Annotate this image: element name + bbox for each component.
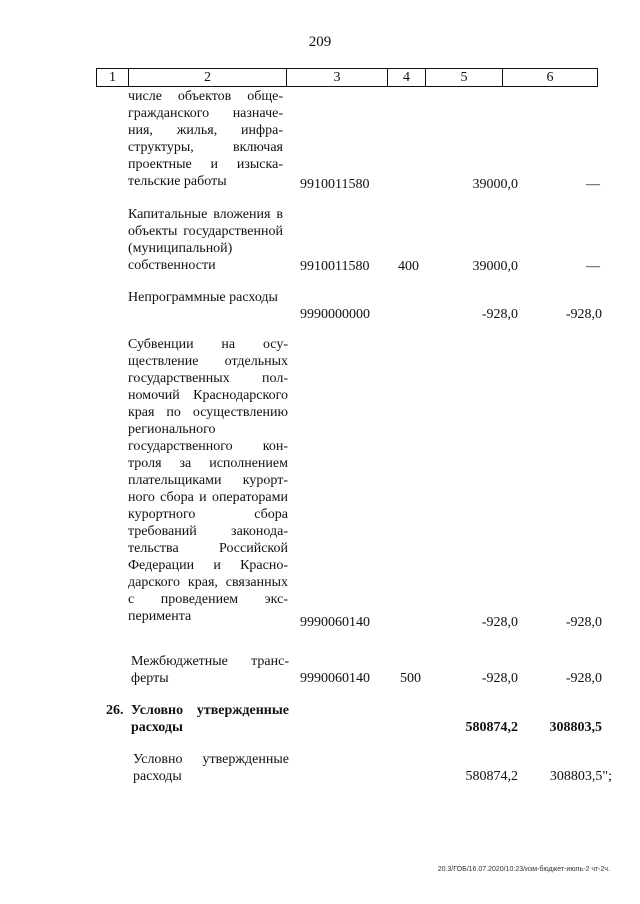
row-code: 9990000000 bbox=[300, 307, 370, 322]
row-value-col6: — bbox=[586, 259, 600, 274]
row-code: 9990060140 bbox=[300, 615, 370, 630]
header-col-6: 6 bbox=[546, 70, 554, 85]
header-col-4: 4 bbox=[388, 69, 426, 86]
row-value-col5: 39000,0 bbox=[472, 259, 518, 274]
row-value-col6: 308803,5 bbox=[549, 720, 602, 735]
row-value-col6: -928,0 bbox=[565, 307, 602, 322]
row-name: Капитальные вложения в объекты государственной (муниципальной) собственности bbox=[128, 207, 283, 273]
row-index: 26. bbox=[106, 703, 124, 718]
row-name: Условно утвержденные расходы bbox=[131, 703, 289, 735]
row-value-col6: — bbox=[586, 177, 600, 192]
header-col-3: 3 bbox=[287, 69, 388, 86]
row-value-col5: -928,0 bbox=[481, 307, 518, 322]
row-code: 9910011580 bbox=[300, 177, 370, 192]
row-code: 9910011580 bbox=[300, 259, 370, 274]
row-value-col5: -928,0 bbox=[481, 671, 518, 686]
header-col-1: 1 bbox=[97, 69, 129, 86]
row-value-col6: -928,0 bbox=[565, 671, 602, 686]
row-name: Субвенции на осуществление отдельных государственных полномочий Краснодарского края по осуществлению регионального государственного контроля за исполнением плательщиками курортного сбора и операторами курортного сбора требований законодательства Российской Федерации и Краснодарского края, связанных с проведением эксперимента bbox=[128, 337, 288, 624]
row-vr: 500 bbox=[400, 671, 421, 686]
footer-stamp: 20.3/ГОБ/16.07.2020/10:23/изм-бюджет-июль-2 чт-2ч. bbox=[437, 866, 610, 873]
row-name: Условно утвержденные расходы bbox=[133, 752, 289, 784]
page-number: 209 bbox=[308, 34, 332, 50]
table-header-row bbox=[96, 68, 598, 87]
row-value-col5: -928,0 bbox=[481, 615, 518, 630]
row-value-col5: 580874,2 bbox=[465, 769, 518, 784]
row-name: Непрограммные расходы bbox=[128, 290, 278, 305]
row-name: Межбюджетные трансферты bbox=[131, 654, 289, 686]
row-value-col5: 580874,2 bbox=[465, 720, 518, 735]
row-name: числе объектов общегражданского назначения, жилья, инфраструктуры, включая проектные и изыскательские работы bbox=[128, 89, 283, 189]
row-value-col5: 39000,0 bbox=[472, 177, 518, 192]
row-value-col6: -928,0 bbox=[565, 615, 602, 630]
row-code: 9990060140 bbox=[300, 671, 370, 686]
row-value-col6: 308803,5"; bbox=[549, 769, 612, 784]
header-col-2: 2 bbox=[129, 69, 287, 86]
row-vr: 400 bbox=[398, 259, 419, 274]
header-col-5: 5 bbox=[426, 69, 503, 86]
